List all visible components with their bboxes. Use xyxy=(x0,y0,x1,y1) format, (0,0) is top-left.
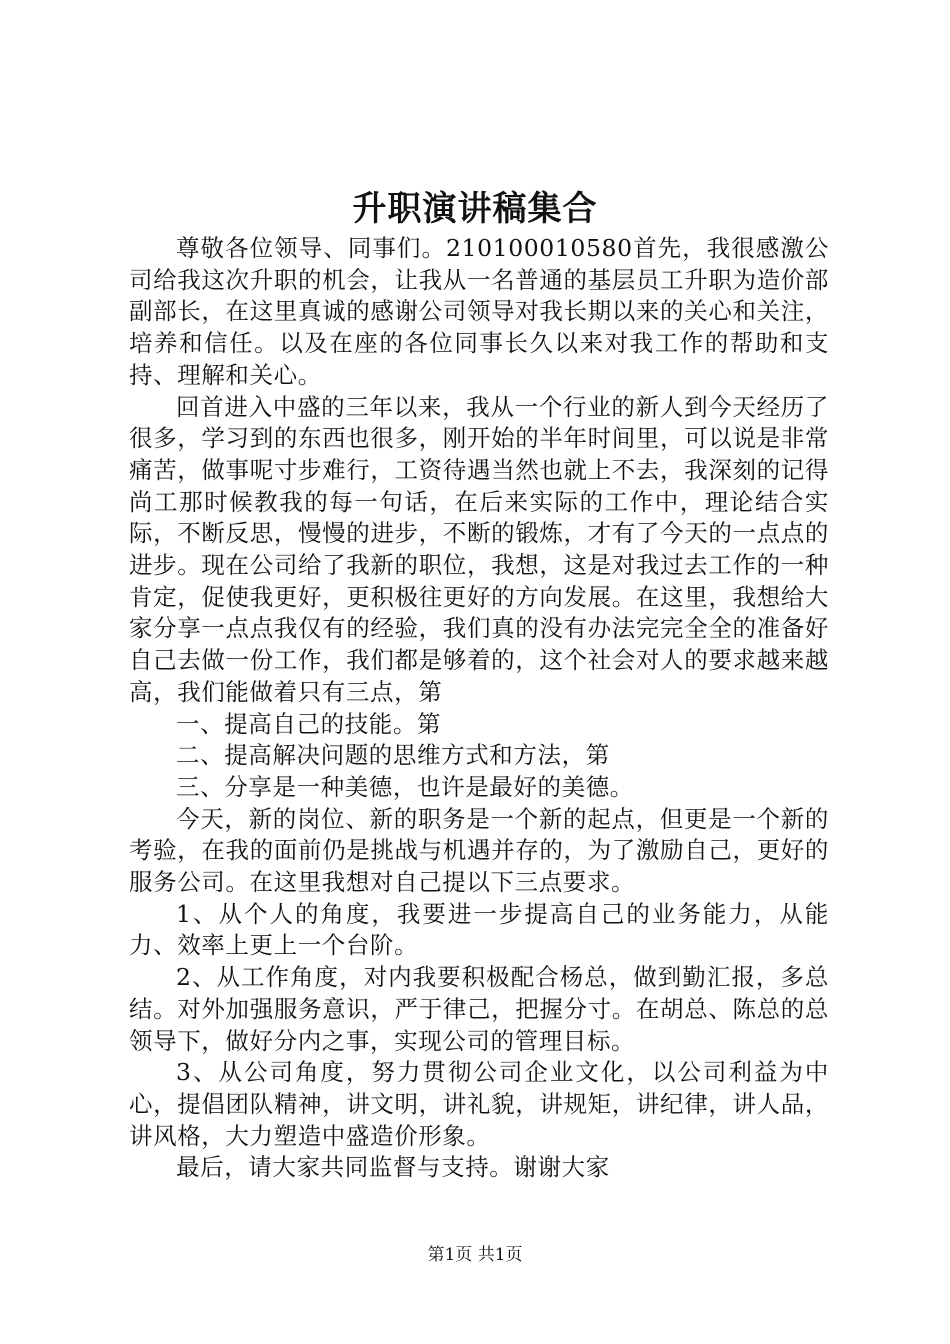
paragraph-requirement-3: 3、从公司角度，努力贯彻公司企业文化，以公司利益为中心，提倡团队精神，讲文明，讲礼貌，讲规矩，讲纪律，讲人品，讲风格，大力塑造中盛造价形象。 xyxy=(129,1058,829,1150)
paragraph-review: 回首进入中盛的三年以来，我从一个行业的新人到今天经历了很多，学习到的东西也很多，刚开始的半年时间里，可以说是非常痛苦，做事呢寸步难行，工资待遇当然也就上不去，我深刻的记得尚工那时候教我的每一句话，在后来实际的工作中，理论结合实际，不断反思，慢慢的进步，不断的锻炼，才有了今天的一点点的进步。现在公司给了我新的职位，我想，这是对我过去工作的一种肯定，促使我更好，更积极往更好的方向发展。在这里，我想给大家分享一点点我仅有的经验，我们真的没有办法完完全全的准备好自己去做一份工作，我们都是够着的，这个社会对人的要求越来越高，我们能做着只有三点，第 xyxy=(129,392,829,706)
paragraph-requirement-1: 1、从个人的角度，我要进一步提高自己的业务能力，从能力、效率上更上一个台阶。 xyxy=(129,899,829,960)
paragraph-point-2: 二、提高解决问题的思维方式和方法，第 xyxy=(176,741,610,770)
page-footer: 第1页 共1页 xyxy=(427,1245,523,1265)
paragraph-point-3: 三、分享是一种美德，也许是最好的美德。 xyxy=(176,772,634,801)
document-body xyxy=(129,233,829,1184)
paragraph-closing: 最后，请大家共同监督与支持。谢谢大家 xyxy=(176,1153,610,1182)
paragraph-greeting: 尊敬各位领导、同事们。210100010580首先，我很感激公司给我这次升职的机会，让我从一名普通的基层员工升职为造价部副部长，在这里真诚的感谢公司领导对我长期以来的关心和关注，培养和信任。以及在座的各位同事长久以来对我工作的帮助和支持、理解和关心。 xyxy=(129,234,829,389)
page-title: 升职演讲稿集合 xyxy=(352,189,598,229)
paragraph-new-start: 今天，新的岗位、新的职务是一个新的起点，但更是一个新的考验，在我的面前仍是挑战与机遇并存的，为了激励自己，更好的服务公司。在这里我想对自己提以下三点要求。 xyxy=(129,804,829,897)
paragraph-point-1: 一、提高自己的技能。第 xyxy=(176,709,442,738)
paragraph-requirement-2: 2、从工作角度，对内我要积极配合杨总，做到勤汇报，多总结。对外加强服务意识，严于律己，把握分寸。在胡总、陈总的总领导下，做好分内之事，实现公司的管理目标。 xyxy=(129,963,829,1055)
